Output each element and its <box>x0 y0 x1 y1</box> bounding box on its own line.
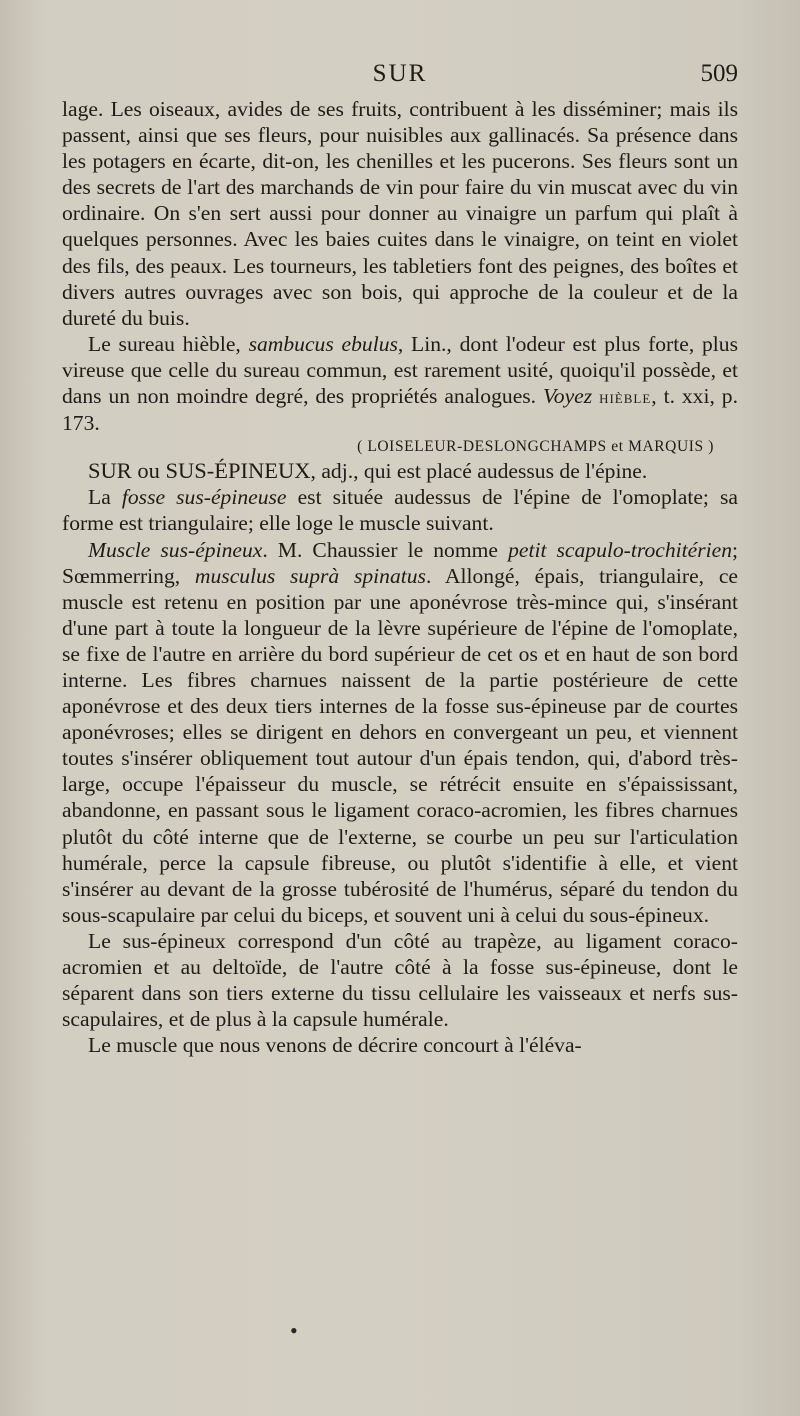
entry-definition: , adj., qui est placé audessus de l'épine. <box>310 459 648 484</box>
paragraph-fosse <box>62 484 738 536</box>
entry-headword: SUR ou SUS-ÉPINEUX <box>88 458 311 484</box>
paragraph-sureau-uses: lage. Les oiseaux, avides de ses fruits, contribuent à les disséminer; mais ils passent, ainsi que ses fleurs, pour nuisibles aux gallinacés. Sa présence dans les potagers en écarte, dit-on, les chenilles et les pucerons. Ses fleurs sont un des secrets de l'art des marchands de vin pour faire du vin muscat avec du vin ordinaire. On s'en sert aussi pour donner au vinaigre un parfum qui plaît à quelques personnes. Avec les baies cuites dans le vinaigre, on teint en violet des fils, des peaux. Les tourneurs, les tabletiers font des peignes, des boîtes et divers autres ouvrages avec son bois, qui approche de la couleur et de la dureté du buis. <box>62 97 738 330</box>
paragraph-muscle <box>62 537 738 928</box>
paragraph-function: Le muscle que nous venons de décrire concourt à l'éléva- <box>88 1033 582 1058</box>
page-number: 509 <box>700 60 738 87</box>
cross-reference-location: , t. xxi, p. 173. <box>62 384 738 436</box>
author-signature: ( LOISELEUR-DESLONGCHAMPS et MARQUIS ) <box>357 438 714 456</box>
ink-mark: • <box>290 1318 298 1343</box>
entry-sus-epineux <box>62 458 738 484</box>
cross-reference-voyez: Voyez <box>542 384 593 409</box>
text-run: . M. Chaussier le nomme <box>262 537 499 562</box>
term-fosse: fosse sus-épineuse <box>121 485 287 510</box>
text-run: ; Sœmmerring, <box>62 537 738 588</box>
running-head: SUR <box>372 60 428 87</box>
cross-reference-entry: hièble <box>599 387 652 408</box>
paragraph-sureau-hieble <box>62 331 738 436</box>
page-header <box>62 60 738 94</box>
text-run: La <box>88 485 111 510</box>
paragraph-relations: Le sus-épineux correspond d'un côté au trapèze, au ligament coraco-acromien et au deltoïde, de l'autre côté à la fosse sus-épineuse, dont le séparent dans son tiers externe du tissu cellulaire les vaisseaux et nerfs sus-scapulaires, et de plus à la capsule humérale. <box>62 928 738 1032</box>
text-run: . Allongé, épais, triangulaire, ce muscle est retenu en position par une aponévrose très-mince qui, s'insérant d'une part à toute la longueur de la lèvre supérieure de l'épine de l'omoplate, se fixe de l'autre en arrière du bord supérieur de cet os et en haut de son bord interne. Les fibres charnues naissent de la partie postérieure de cette aponévrose et des deux tiers internes de la fosse sus-épineuse par de courtes aponévroses; elles se dirigent en dehors en convergeant un peu, et viennent toutes s'insérer obliquement tout autour d'un épais tendon, qui, d'abord très-large, occupe l'épaisseur du muscle, se rétrécit ensuite en s'épaississant, abandonne, en passant sous le ligament coraco-acromien, les fibres charnues plutôt du côté interne que de l'externe, se courbe un peu sur l'articulation humérale, perce la capsule fibreuse, ou plutôt s'identifie à elle, et vient s'insérer au devant de la grosse tubérosité de l'humérus, séparé du tendon du sous-scapulaire par celui du biceps, et souvent uni à celui du sous-épineux. <box>62 563 738 927</box>
text-block <box>62 96 738 1058</box>
term-chaussier: petit scapulo-trochitérien <box>508 537 732 562</box>
text-run: , Lin., dont l'odeur est plus forte, plus vireuse que celle du sureau commun, est rarement usité, quoiqu'il possède, et dans un non moindre degré, des propriétés analogues. <box>62 331 738 409</box>
text-run: Le sureau hièble, <box>88 331 241 356</box>
term-muscle: Muscle sus-épineux <box>88 537 263 562</box>
text-run: est située audessus de l'épine de l'omoplate; sa forme est triangulaire; elle loge le muscle suivant. <box>62 485 738 536</box>
latin-name: sambucus ebulus <box>248 331 398 356</box>
term-latin: musculus suprà spinatus <box>194 563 426 588</box>
